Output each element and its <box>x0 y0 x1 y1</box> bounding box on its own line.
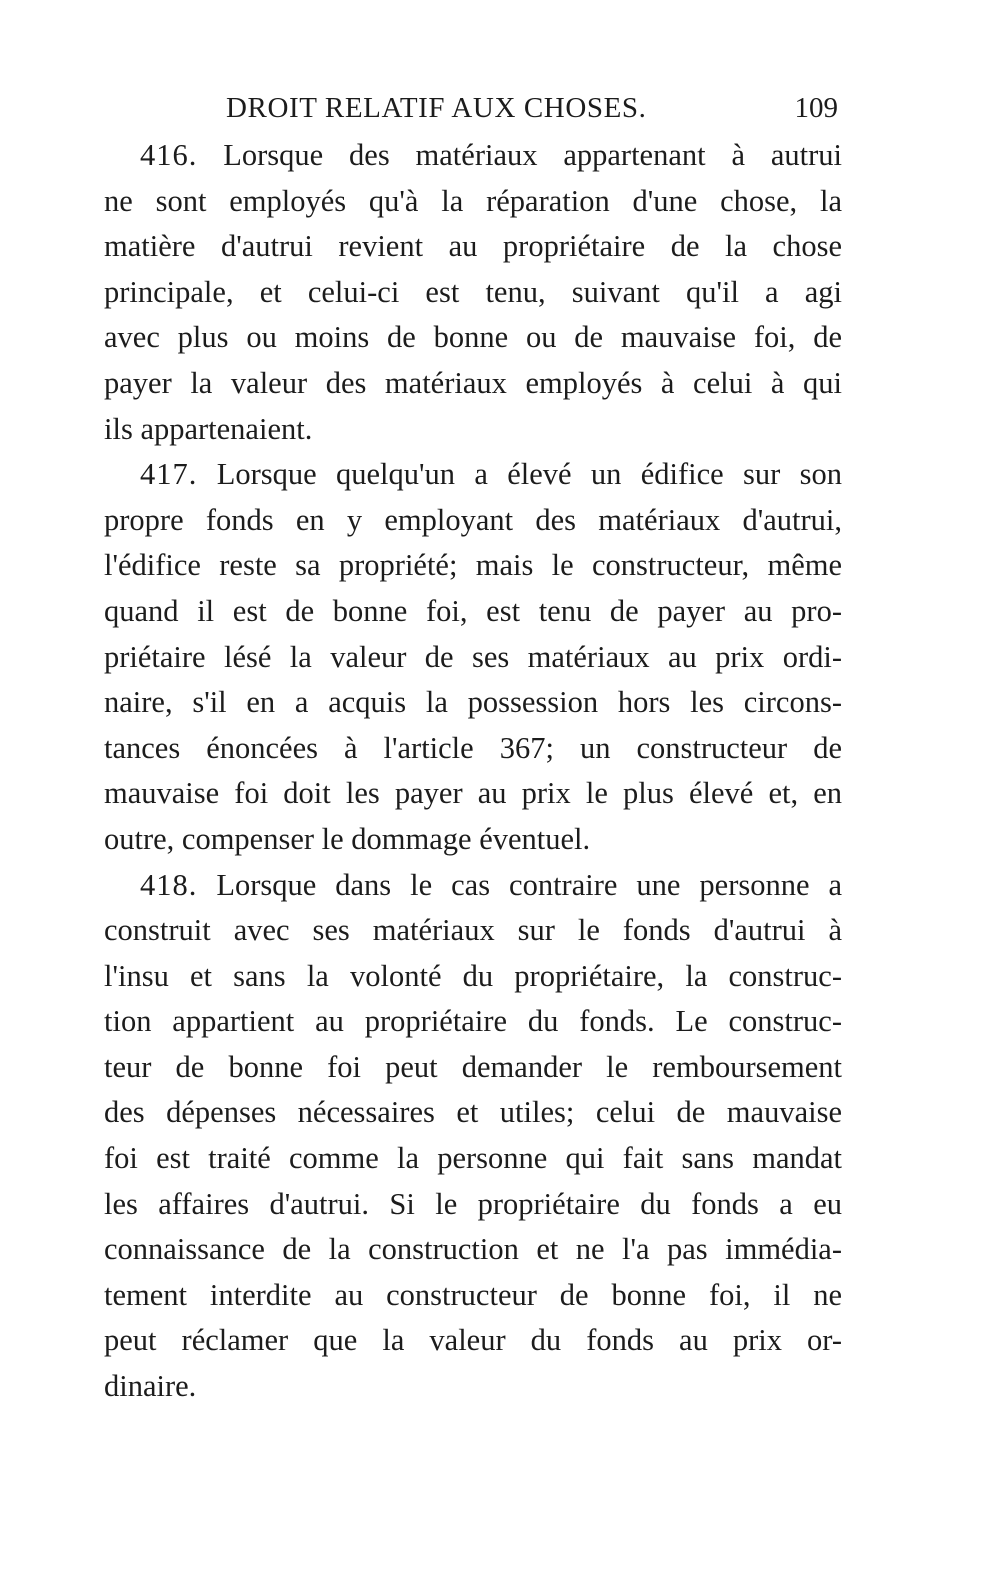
text-line: quand il est de bonne foi, est tenu de payer au pro- <box>104 593 842 628</box>
text-line: les affaires d'autrui. Si le propriétaire du fonds a eu <box>104 1186 842 1221</box>
text-line: avec plus ou moins de bonne ou de mauvaise foi, de <box>104 320 842 355</box>
article-number: 418. <box>140 867 198 902</box>
text-line: 416. Lorsque des matériaux appartenant à autrui <box>140 138 842 172</box>
text-line: matière d'autrui revient au propriétaire de la chose <box>104 229 842 264</box>
body-text <box>104 133 842 1410</box>
text-line: 418. Lorsque dans le cas contraire une personne a <box>140 867 843 902</box>
paragraph-416 <box>104 133 842 452</box>
text-line: 417. Lorsque quelqu'un a élevé un édifice sur son <box>140 457 843 492</box>
text-line: peut réclamer que la valeur du fonds au prix or- <box>104 1323 842 1358</box>
text-line: teur de bonne foi peut demander le remboursement <box>104 1049 842 1084</box>
text-line: ne sont employés qu'à la réparation d'une chose, la <box>104 183 842 218</box>
text-line: naire, s'il en a acquis la possession hors les circons- <box>104 685 842 720</box>
text-line: construit avec ses matériaux sur le fonds d'autrui à <box>104 913 842 948</box>
text-line: propre fonds en y employant des matériaux d'autrui, <box>104 502 842 537</box>
text-line: foi est traité comme la personne qui fait sans mandat <box>104 1141 842 1176</box>
page-number: 109 <box>794 92 838 124</box>
text-line: tement interdite au constructeur de bonne foi, il ne <box>104 1277 842 1312</box>
text-line: principale, et celui-ci est tenu, suivant qu'il a agi <box>104 274 842 309</box>
text-line: outre, compenser le dommage éventuel. <box>104 821 591 856</box>
running-title: DROIT RELATIF AUX CHOSES. <box>226 92 647 124</box>
article-number: 417. <box>140 457 198 492</box>
text-line: dinaire. <box>104 1369 197 1404</box>
text-line: tances énoncées à l'article 367; un constructeur de <box>104 730 842 765</box>
text-line: ils appartenaient. <box>104 411 313 446</box>
paragraph-417 <box>104 452 842 862</box>
article-number: 416. <box>140 138 198 172</box>
text-line: priétaire lésé la valeur de ses matériaux au prix ordi- <box>104 639 842 674</box>
text-line: payer la valeur des matériaux employés à celui à qui <box>104 365 842 400</box>
text-line: tion appartient au propriétaire du fonds. Le construc- <box>104 1004 842 1039</box>
page-header <box>108 88 838 128</box>
text-line: l'insu et sans la volonté du propriétaire, la construc- <box>104 958 842 993</box>
text-line: connaissance de la construction et ne l'a pas immédia- <box>104 1232 842 1267</box>
text-line: l'édifice reste sa propriété; mais le constructeur, même <box>104 548 842 583</box>
paragraph-418 <box>104 863 842 1410</box>
text-line: des dépenses nécessaires et utiles; celui de mauvaise <box>104 1095 842 1130</box>
text-line: mauvaise foi doit les payer au prix le plus élevé et, en <box>104 776 842 811</box>
